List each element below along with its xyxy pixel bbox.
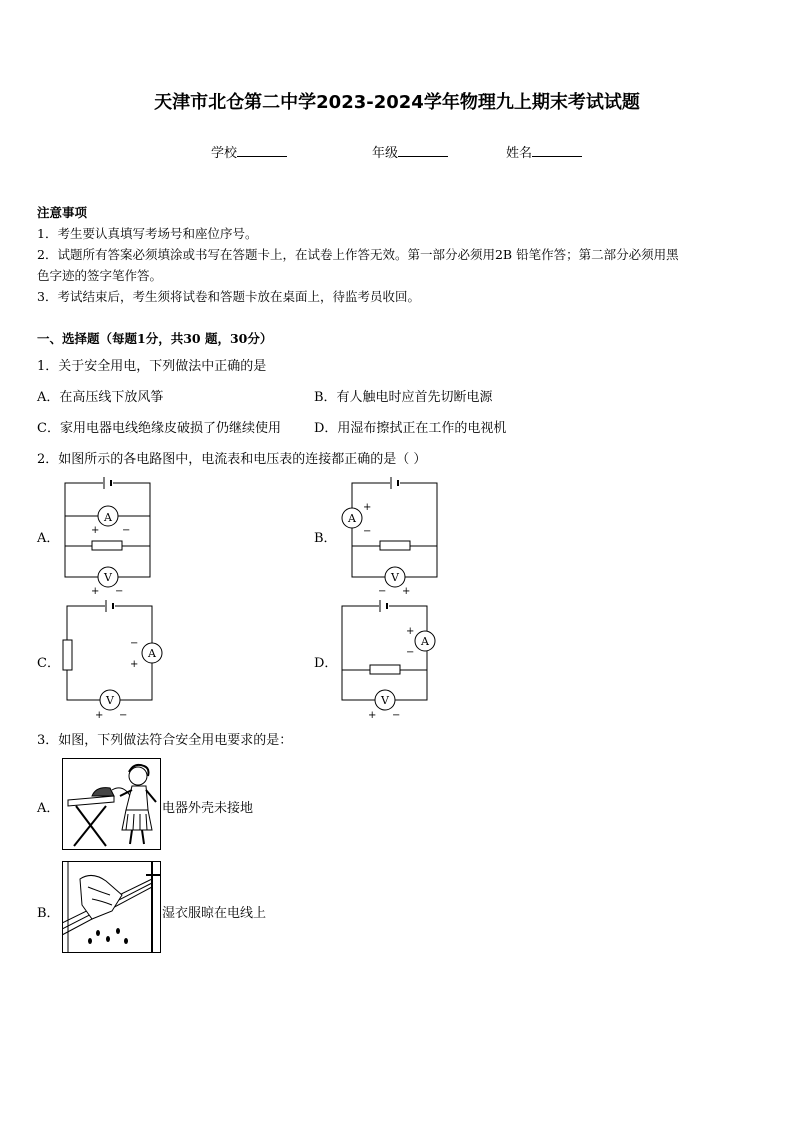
ironing-illustration: [62, 758, 161, 850]
minus-sign: −: [115, 586, 124, 596]
school-field: [211, 142, 287, 161]
q3-option-a-label: A．: [37, 801, 60, 816]
q1-option-c: C．家用电器电线绝缘皮破损了仍继续使用: [37, 421, 281, 436]
name-blank: [532, 144, 582, 157]
school-label: 学校: [211, 146, 238, 161]
page-title: 天津市北仓第二中学2023-2024学年物理九上期末考试试题: [154, 92, 640, 113]
section-heading: 一、选择题（每题1分，共30 题，30分）: [37, 331, 273, 346]
minus-sign: −: [378, 586, 387, 596]
voltmeter-symbol: V: [381, 694, 389, 707]
plus-sign: +: [91, 525, 100, 536]
q2-option-b-label: B．: [314, 531, 337, 546]
minus-sign: −: [392, 710, 401, 721]
ammeter-symbol: A: [348, 512, 356, 525]
minus-sign: −: [122, 525, 131, 536]
grade-blank: [398, 144, 448, 157]
q3-stem: 3．如图，下列做法符合安全用电要求的是：: [37, 733, 293, 748]
q3-option-b-label: B．: [37, 906, 60, 921]
minus-sign: −: [363, 526, 372, 537]
q1-option-a: A．在高压线下放风筝: [37, 390, 164, 405]
circuit-diagram-d: [337, 597, 447, 721]
ammeter-symbol: A: [421, 635, 429, 648]
q1-stem: 1．关于安全用电，下列做法中正确的是: [37, 359, 267, 374]
voltmeter-symbol: V: [104, 571, 112, 584]
ammeter-symbol: A: [104, 511, 112, 524]
notice-item-3: 3．考试结束后，考生须将试卷和答题卡放在桌面上，待监考员收回。: [37, 289, 420, 304]
circuit-diagram-a: [60, 474, 160, 596]
resistor-icon: [370, 665, 400, 674]
plus-sign: +: [406, 626, 415, 637]
plus-sign: +: [130, 659, 139, 670]
plus-sign: +: [91, 586, 100, 596]
ammeter-symbol: A: [148, 647, 156, 660]
notice-item-1: 1．考生要认真填写考场号和座位序号。: [37, 226, 258, 241]
plus-sign: +: [402, 586, 411, 596]
q3-option-a-text: 电器外壳未接地: [162, 801, 254, 816]
name-field: [506, 142, 582, 161]
q2-option-c-label: C．: [37, 656, 60, 671]
clothes-on-wire-illustration: [62, 861, 161, 953]
battery-icon: [103, 477, 113, 489]
plus-sign: +: [95, 710, 104, 721]
q2-option-d-label: D．: [314, 656, 338, 671]
plus-sign: +: [368, 710, 377, 721]
notice-item-2: 2．试题所有答案必须填涂或书写在答题卡上，在试卷上作答无效。第一部分必须用2B 铅笔作答；第二部分必须用黑: [37, 247, 679, 262]
battery-icon: [379, 600, 389, 612]
minus-sign: −: [119, 710, 128, 721]
circuit-diagram-b: [337, 474, 447, 596]
minus-sign: −: [130, 638, 139, 649]
voltmeter-symbol: V: [391, 571, 399, 584]
notice-item-2-cont: 色字迹的签字笔作答。: [37, 268, 163, 283]
q2-option-a-label: A．: [37, 531, 60, 546]
resistor-icon: [92, 541, 122, 550]
q2-stem: 2．如图所示的各电路图中，电流表和电压表的连接都正确的是（ ）: [37, 452, 427, 467]
school-blank: [237, 144, 287, 157]
battery-icon: [105, 600, 115, 612]
plus-sign: +: [363, 502, 372, 513]
battery-icon: [390, 477, 400, 489]
q1-option-d: D．用湿布擦拭正在工作的电视机: [314, 421, 507, 436]
notice-heading: 注意事项: [37, 205, 88, 220]
grade-label: 年级: [372, 146, 399, 161]
q3-option-b-text: 湿衣服晾在电线上: [162, 906, 267, 921]
grade-field: [372, 142, 448, 161]
minus-sign: −: [406, 647, 415, 658]
voltmeter-symbol: V: [106, 694, 114, 707]
resistor-icon: [380, 541, 410, 550]
name-label: 姓名: [506, 146, 533, 161]
q1-option-b: B．有人触电时应首先切断电源: [314, 390, 493, 405]
circuit-diagram-c: [60, 597, 170, 721]
resistor-icon: [63, 640, 72, 670]
